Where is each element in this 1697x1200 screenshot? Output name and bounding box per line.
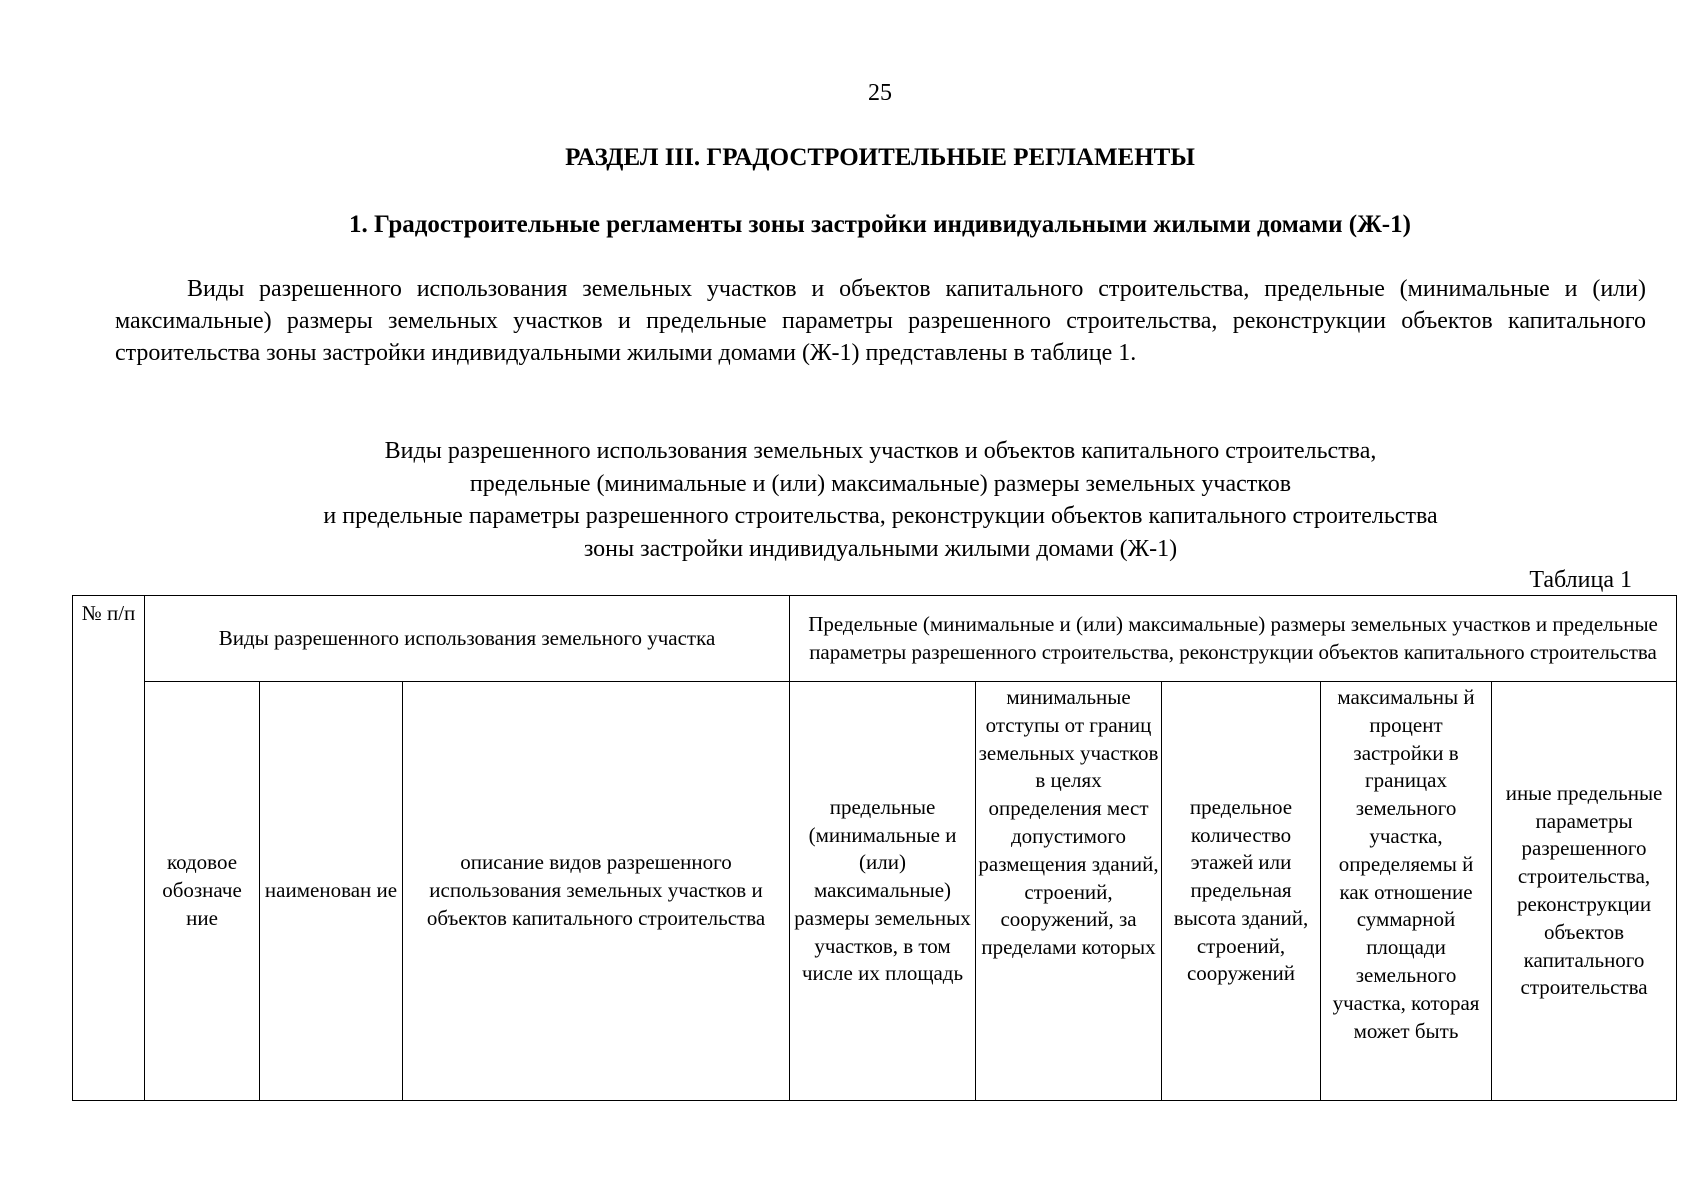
subsection-title: 1. Градостроительные регламенты зоны застройки индивидуальными жилыми домами (Ж-1) [349,211,1411,238]
col-header-plot-size: предельные (минимальные и (или) максимальные) размеры земельных участков, в том числе их площадь [790,682,976,1101]
table-header-row [73,596,1677,682]
regulations-table [72,595,1677,1101]
col-header-floors: предельное количество этажей или предельная высота зданий, строений, сооружений [1162,682,1321,1101]
table-caption-line: предельные (минимальные и (или) максимальные) размеры земельных участков [469,470,1292,497]
table-subheader-row [73,682,1677,1101]
group-header-permitted-use: Виды разрешенного использования земельного участка [145,596,790,682]
table-caption-line: Виды разрешенного использования земельных участков и объектов капитального строительства, [384,438,1377,464]
col-number-header: № п/п [73,596,145,682]
group-header-limits: Предельные (минимальные и (или) максимальные) размеры земельных участков и предельные параметры разрешенного строительства, реконструкции объектов капитального строительства [790,596,1677,682]
col-header-coverage-text: максимальны й процент застройки в границах земельного участка, определяемы й как отношение суммарной площади земельного участка, которая может быть [1332,685,1480,1043]
table-caption-line: и предельные параметры разрешенного строительства, реконструкции объектов капитального строительства [323,503,1438,529]
col-number-empty-cell [73,682,145,1101]
intro-paragraph: Виды разрешенного использования земельных участков и объектов капитального строительства, предельные (минимальные и (или) максимальные) размеры земельных участков и предельные параметры разрешенного строительства, реконструкции объектов капитального строительства зоны застройки индивидуальными жилыми домами (Ж-1) представлены в таблице 1. [115,276,1646,366]
col-header-description: описание видов разрешенного использования земельных участков и объектов капитального строительства [403,682,790,1101]
col-header-setbacks [976,682,1162,1101]
section-title: РАЗДЕЛ III. ГРАДОСТРОИТЕЛЬНЫЕ РЕГЛАМЕНТЫ [565,144,1195,171]
col-header-other-params: иные предельные параметры разрешенного строительства, реконструкции объектов капитального строительства [1492,682,1677,1101]
table-caption-line: зоны застройки индивидуальными жилыми домами (Ж-1) [583,535,1178,562]
col-header-name: наименован ие [260,682,403,1101]
page-number: 25 [868,80,892,106]
col-header-coverage [1321,682,1492,1101]
table-caption [115,435,1646,565]
col-header-code: кодовое обозначе ние [145,682,260,1101]
table-label: Таблица 1 [1529,567,1632,593]
col-header-setbacks-text: минимальные отступы от границ земельных участков в целях определения мест допустимого размещения зданий, строений, сооружений, за пределами которых [978,685,1159,960]
